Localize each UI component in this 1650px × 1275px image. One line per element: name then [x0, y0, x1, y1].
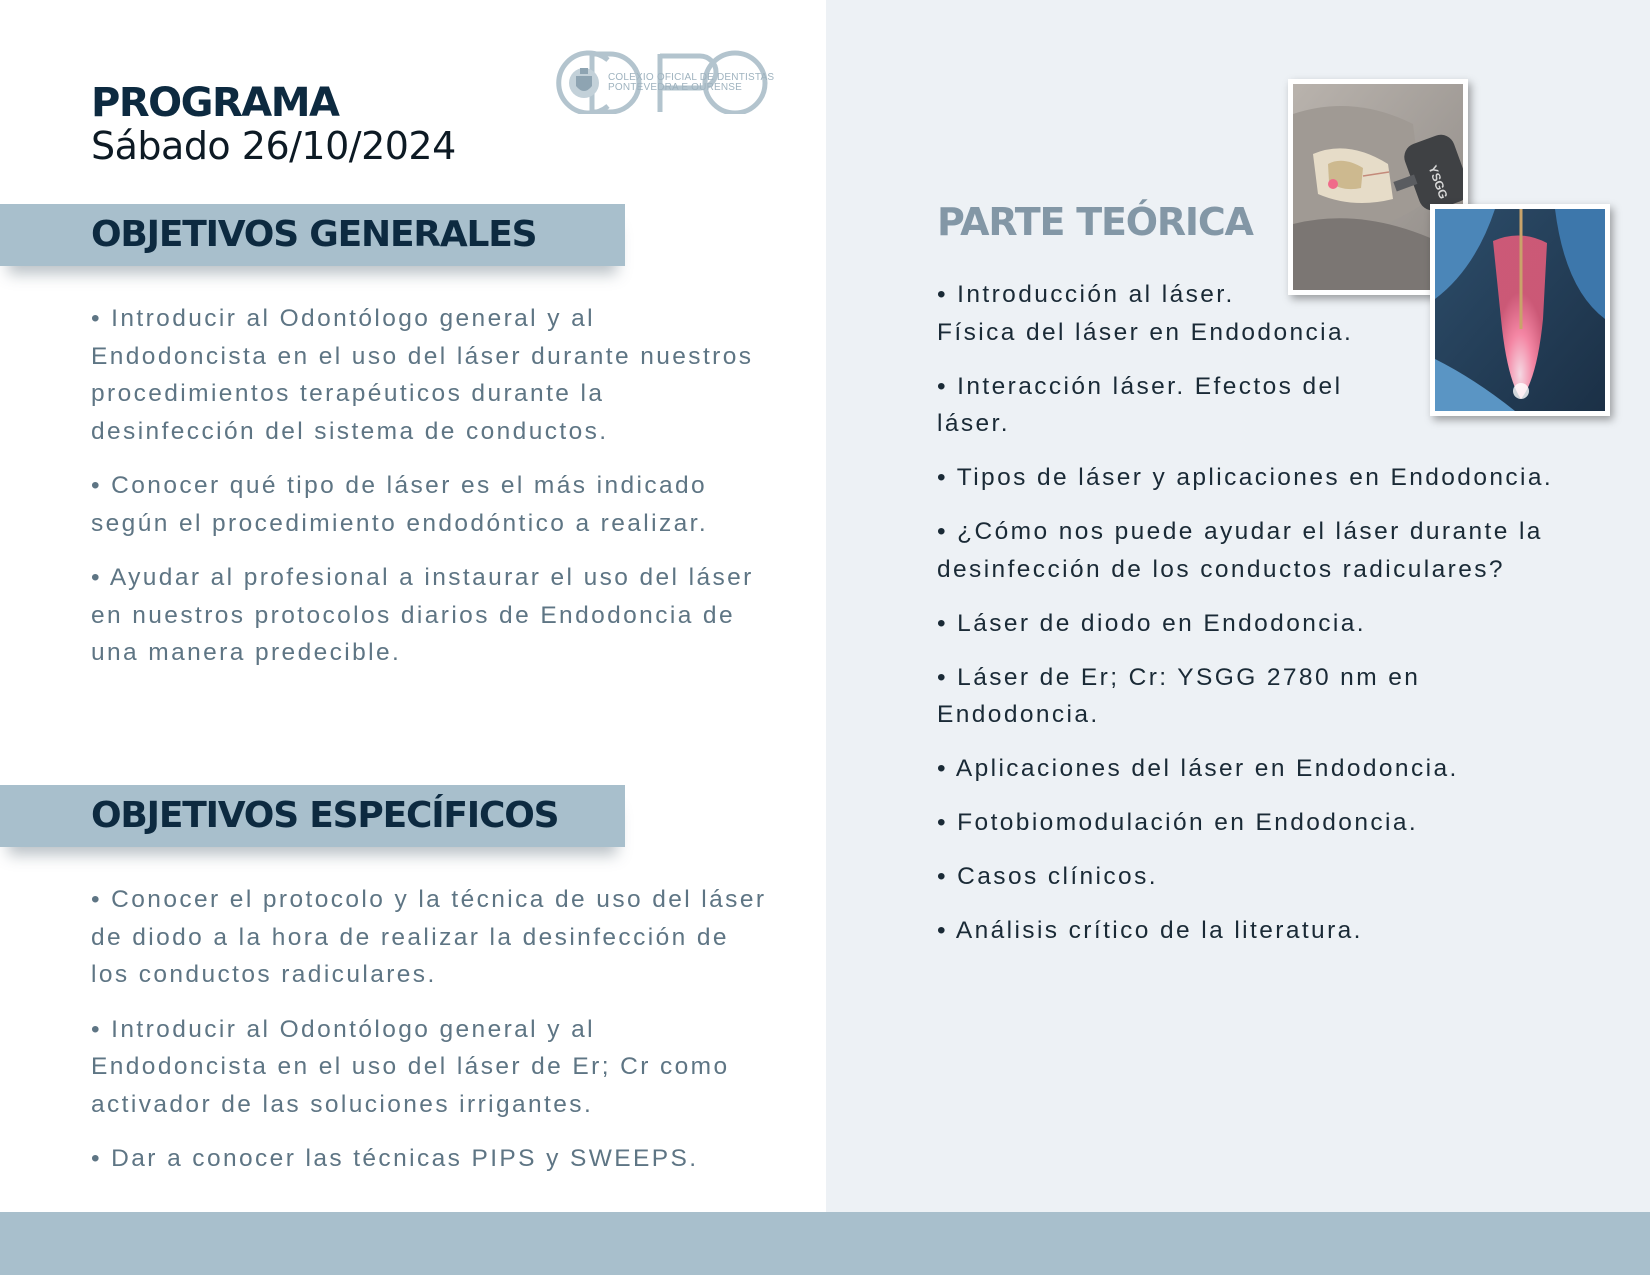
program-title: PROGRAMA: [91, 80, 339, 126]
list-item: • Ayudar al profesional a instaurar el uso del láser en nuestros protocolos diarios de Endodoncia de una manera predecible.: [91, 564, 754, 666]
list-item: • Fotobiomodulación en Endodoncia.: [937, 809, 1419, 836]
list-item: • Análisis crítico de la literatura.: [937, 917, 1363, 944]
logo-line-2: PONTEVEDRA E OURENSE: [608, 82, 743, 93]
handpiece-label: YSGG: [1425, 163, 1451, 201]
objetivos-especificos-band: [0, 785, 625, 847]
list-item: • Dar a conocer las técnicas PIPS y SWEEPS.: [91, 1145, 699, 1172]
program-date: Sábado 26/10/2024: [91, 124, 456, 168]
list-item: • Láser de diodo en Endodoncia.: [937, 609, 1366, 637]
left-panel: [0, 0, 826, 1212]
crest-icon: [569, 68, 599, 98]
objetivos-generales-list: [91, 300, 771, 689]
list-item: • Interacción láser. Efectos del láser.: [937, 372, 1343, 437]
list-item: • Tipos de láser y aplicaciones en Endodoncia.: [937, 464, 1554, 491]
logo-line-1: COLEXIO OFICIAL DE DENTISTAS: [608, 72, 775, 83]
list-item: • Introducción al láser. Física del láser en Endodoncia.: [937, 281, 1354, 346]
list-item: • Introducir al Odontólogo general y al Endodoncista en el uso del láser durante nuestros procedimientos terapéuticos durante la desinfección del sistema de conductos.: [91, 305, 754, 445]
list-item: • Conocer qué tipo de láser es el más indicado según el procedimiento endodóntico a realizar.: [91, 472, 709, 537]
footer-band: [0, 1212, 1650, 1275]
list-item: • Aplicaciones del láser en Endodoncia.: [937, 755, 1459, 782]
objetivos-especificos-heading: OBJETIVOS ESPECÍFICOS: [91, 795, 559, 836]
cdpo-logo: [550, 48, 775, 114]
objetivos-generales-heading: OBJETIVOS GENERALES: [91, 214, 537, 255]
list-item: • Conocer el protocolo y la técnica de uso del láser de diodo a la hora de realizar la desinfección de los conductos radiculares.: [91, 886, 767, 988]
list-item: • Láser de Er; Cr: YSGG 2780 nm en Endodoncia.: [937, 663, 1421, 728]
objetivos-especificos-list: [91, 881, 771, 1195]
objetivos-generales-band: [0, 204, 625, 266]
parte-teorica-heading: PARTE TEÓRICA: [937, 200, 1253, 244]
tooth-laser-photo: [1430, 204, 1610, 416]
list-item: • Introducir al Odontólogo general y al Endodoncista en el uso del láser de Er; Cr como activador de las soluciones irrigantes.: [91, 1015, 730, 1118]
list-item: • Casos clínicos.: [937, 863, 1158, 890]
list-item: • ¿Cómo nos puede ayudar el láser durante la desinfección de los conductos radiculares?: [937, 518, 1543, 583]
